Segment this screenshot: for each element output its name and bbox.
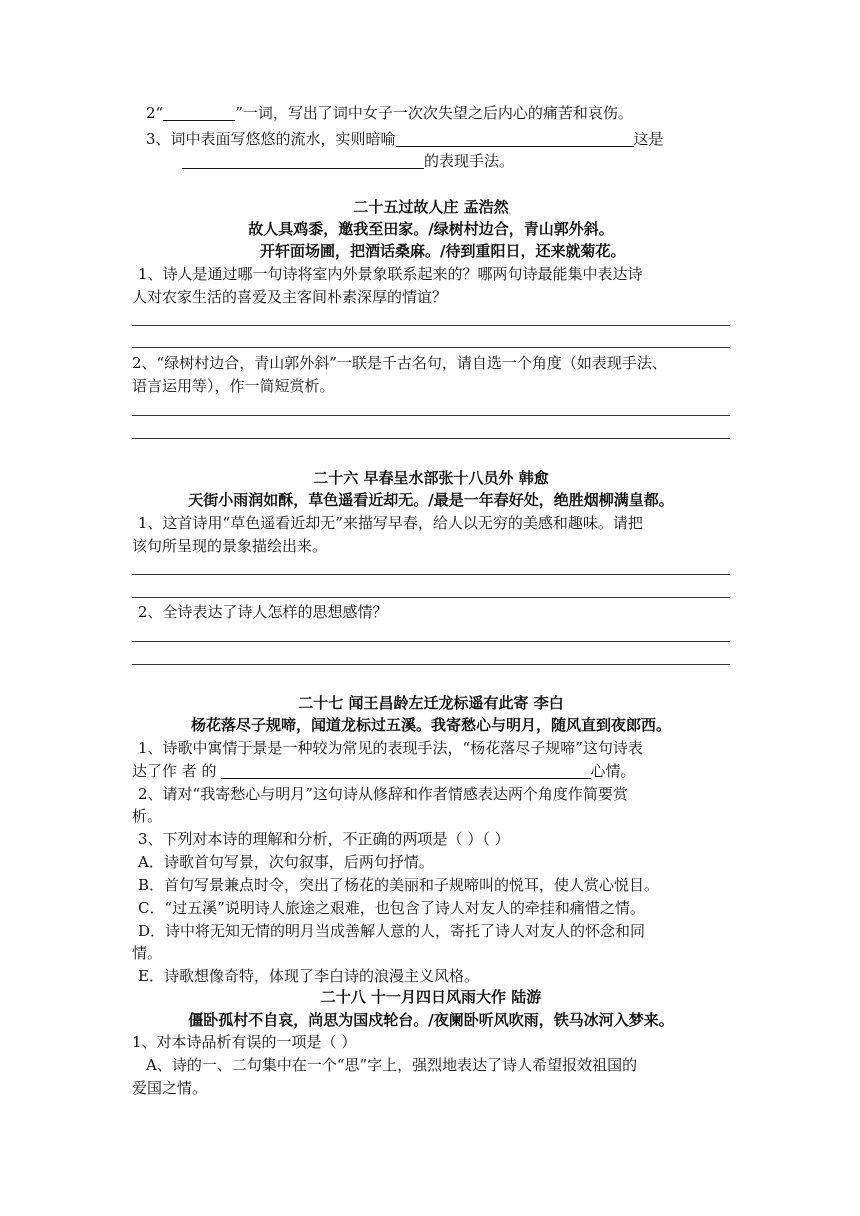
section-28-option-a-line-1: A、诗的一、二句集中在一个“思”字上，强烈地表达了诗人希望报效祖国的: [146, 1056, 638, 1074]
section-27-q1-line-2: [132, 761, 730, 781]
section-27-q1-line-1: 1、诗歌中寓情于景是一种较为常见的表现手法，“杨花落尽子规啼”这句诗表: [138, 739, 643, 757]
answer-line[interactable]: [132, 641, 730, 642]
answer-line[interactable]: [132, 325, 730, 326]
answer-line[interactable]: [132, 438, 730, 439]
section-25-poem-line-2: 开轩面场圃，把酒话桑麻。/待到重阳日，还来就菊花。: [260, 242, 626, 260]
section-25-poem-line-1: 故人具鸡黍，邀我至田家。/绿树村边合，青山郭外斜。: [248, 220, 614, 238]
option-b: B．首句写景兼点时令，突出了杨花的美丽和子规啼叫的悦耳，使人赏心悦目。: [138, 876, 660, 894]
q1-prefix: 达了作 者 的: [132, 762, 217, 780]
section-25-q2-line-1: 2、“绿树村边合，青山郭外斜”一联是千古名句，请自选一个角度（如表现手法、: [132, 354, 667, 372]
section-27-title: 二十七 闻王昌龄左迁龙标遥有此寄 李白: [298, 694, 564, 712]
answer-blank[interactable]: [396, 131, 634, 147]
section-26-q1-line-2: 该句所呈现的景象描绘出来。: [132, 537, 328, 555]
answer-line[interactable]: [132, 347, 730, 348]
section-26-title: 二十六 早春呈水部张十八员外 韩愈: [313, 469, 549, 487]
prev-question-2: [146, 103, 744, 123]
q2-suffix: ”一词，写出了词中女子一次次失望之后内心的痛苦和哀伤。: [235, 104, 633, 122]
prev-question-3: [146, 129, 744, 149]
q3-prefix: 3、词中表面写悠悠的流水，实则暗喻: [146, 130, 396, 148]
answer-blank[interactable]: [163, 105, 235, 121]
section-26-poem: 天街小雨润如酥，草色遥看近却无。/最是一年春好处，绝胜烟柳满皇都。: [188, 491, 674, 509]
section-25-q1-line-1: 1、诗人是通过哪一句诗将室内外景象联系起来的？哪两句诗最能集中表达诗: [138, 265, 643, 283]
option-d-line-1: D．诗中将无知无情的明月当成善解人意的人，寄托了诗人对友人的怀念和同: [138, 922, 646, 940]
section-28-poem: 僵卧孤村不自哀，尚思为国戍轮台。/夜阑卧听风吹雨，铁马冰河入梦来。: [188, 1011, 674, 1029]
q3-suffix: 的表现手法。: [424, 152, 515, 170]
answer-blank[interactable]: [182, 153, 424, 169]
q3-middle: 这是: [633, 130, 664, 148]
section-25-q1-line-2: 人对农家生活的喜爱及主客间朴素深厚的情谊？: [132, 288, 448, 306]
q2-prefix: 2“: [146, 104, 164, 122]
section-27-q2-line-1: 2、请对“我寄愁心与明月”这句诗从修辞和作者情感表达两个角度作简要赏: [138, 785, 628, 803]
answer-line[interactable]: [132, 574, 730, 575]
option-e: E．诗歌想像奇特，体现了李白诗的浪漫主义风格。: [138, 967, 479, 985]
option-c: C．“过五溪”说明诗人旅途之艰难，也包含了诗人对友人的牵挂和痛惜之情。: [138, 899, 645, 917]
section-25-title: 二十五过故人庄 孟浩然: [353, 198, 509, 216]
section-27-q2-line-2: 析。: [132, 807, 163, 825]
section-28-title: 二十八 十一月四日风雨大作 陆游: [320, 988, 542, 1006]
prev-question-3-cont: [182, 151, 780, 171]
section-28-q1: 1、对本诗品析有误的一项是（ ）: [132, 1033, 357, 1051]
answer-line[interactable]: [132, 664, 730, 665]
section-27-poem: 杨花落尽子规啼，闻道龙标过五溪。我寄愁心与明月，随风直到夜郎西。: [190, 716, 671, 734]
section-25-q2-line-2: 语言运用等），作一简短赏析。: [132, 377, 335, 395]
answer-line[interactable]: [132, 597, 730, 598]
section-28-option-a-line-2: 爱国之情。: [132, 1079, 208, 1097]
q1-suffix: 心情。: [590, 762, 636, 780]
section-26-q2: 2、全诗表达了诗人怎样的思想感情？: [138, 603, 388, 621]
answer-line[interactable]: [132, 415, 730, 416]
option-a: A．诗歌首句写景，次句叙事，后两句抒情。: [138, 853, 434, 871]
section-26-q1-line-1: 1、这首诗用“草色遥看近却无”来描写早春，给人以无穷的美感和趣味。请把: [138, 514, 643, 532]
section-27-q3: 3、下列对本诗的理解和分析，不正确的两项是（ ）（ ）: [138, 830, 510, 848]
answer-blank[interactable]: [221, 763, 591, 779]
option-d-line-2: 情。: [132, 944, 163, 962]
